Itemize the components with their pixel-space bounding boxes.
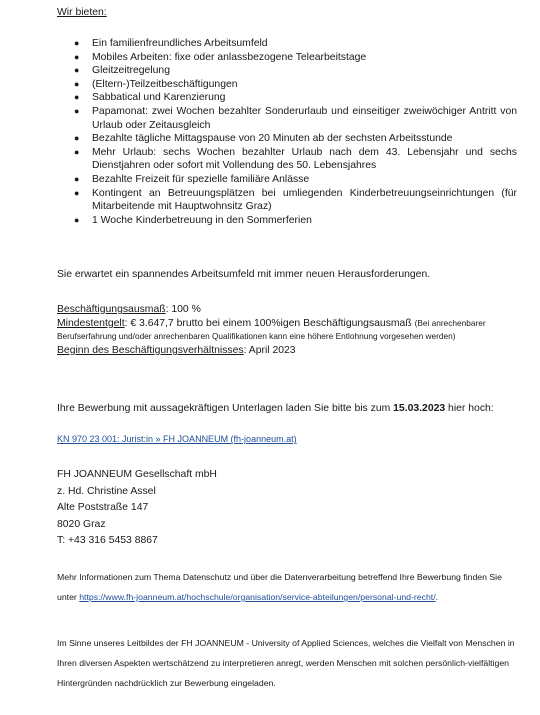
salary-label: Mindestentgelt — [57, 317, 125, 329]
list-item: ● Gleitzeitregelung — [74, 65, 170, 77]
bullet-icon: ● — [74, 146, 80, 157]
bullet-icon: ● — [74, 187, 80, 198]
list-item: ● Mehr Urlaub: sechs Wochen bezahlter Urlaub nach dem 43. Lebensjahr und sechs Dienstjahren oder sofort mit Vollendung des 50. Lebensjahres — [74, 146, 517, 172]
bullet-icon: ● — [74, 133, 80, 144]
address-phone: T: +43 316 5453 8867 — [57, 535, 158, 547]
application-deadline: Ihre Bewerbung mit aussagekräftigen Unterlagen laden Sie bitte bis zum 15.03.2023 hier hoch: — [57, 403, 494, 414]
extent-line — [57, 303, 517, 317]
deadline-date: 15.03.2023 — [393, 403, 446, 414]
address-attn: z. Hd. Christine Assel — [57, 485, 156, 497]
bullet-icon: ● — [74, 173, 80, 184]
bullet-icon: ● — [74, 78, 80, 89]
list-item: ● Bezahlte tägliche Mittagspause von 20 Minuten ab der sechsten Arbeitsstunde — [74, 133, 453, 145]
address-street: Alte Poststraße 147 — [57, 502, 149, 514]
salary-note: (Bei anrechenbarer Berufserfahrung und/oder anrechenbaren Qualifikationen kann eine höhere Entlohnung vorgesehen werden) — [57, 317, 486, 342]
salary-value: : € 3.647,7 brutto bei einem 100%igen Beschäftigungsausmaß — [124, 317, 415, 329]
privacy-link[interactable]: https://www.fh-joanneum.at/hochschule/organisation/service-abteilungen/personal-und-recht/ — [79, 592, 436, 602]
list-item: ● Papamonat: zwei Wochen bezahlter Sonderurlaub und einseitiger zweiwöchiger Antritt von Urlaub oder Zeitausgleich — [74, 105, 517, 131]
list-item: ● Sabbatical und Karenzierung — [74, 92, 226, 104]
extent-value: : 100 % — [165, 304, 201, 315]
address-city: 8020 Graz — [57, 518, 106, 530]
list-item: ● Kontingent an Betreuungsplätzen bei umliegenden Kinderbetreuungseinrichtungen (für Mitarbeitende mit Hauptwohnsitz Graz) — [74, 187, 517, 213]
start-line — [57, 344, 517, 358]
privacy-paragraph: Mehr Informationen zum Thema Datenschutz und über die Datenverarbeitung betreffend Ihre Bewerbung finden Sie unter https://www.fh-joanneum.at/hochschule/organisation/service-abteilungen/personal-und-recht/. — [57, 572, 502, 602]
bullet-icon: ● — [74, 105, 80, 116]
intro-text: Sie erwartet ein spannendes Arbeitsumfeld mit immer neuen Herausforderungen. — [57, 269, 431, 280]
list-item: ● (Eltern-)Teilzeitbeschäftigungen — [74, 78, 238, 90]
mission-paragraph: Im Sinne unseres Leitbildes der FH JOANNEUM - University of Applied Sciences, welches die Vielfalt von Menschen in Ihren diversen Aspekten wertschätzend zu interpretieren anregt, werden Menschen mit solchen persönlich-vielfältigen Hintergründen nachdrücklich zur Bewerbung eingeladen. — [57, 638, 515, 688]
job-posting-link[interactable]: KN 970 23 001: Jurist:in » FH JOANNEUM (fh-joanneum.at) — [57, 434, 297, 444]
bullet-icon: ● — [74, 214, 80, 225]
list-item: ● Mobiles Arbeiten: fixe oder anlassbezogene Telearbeitstage — [74, 51, 367, 63]
start-label: Beginn des Beschäftigungsverhältnisses — [57, 344, 244, 356]
offer-heading: Wir bieten: — [57, 7, 107, 18]
start-value: : April 2023 — [243, 344, 296, 356]
employment-details — [57, 303, 517, 357]
bullet-icon: ● — [74, 65, 80, 76]
address-org: FH JOANNEUM Gesellschaft mbH — [57, 469, 217, 480]
benefits-list — [57, 37, 517, 227]
list-item: ● Ein familienfreundliches Arbeitsumfeld — [74, 38, 268, 49]
address-block — [57, 467, 217, 550]
list-item: ● 1 Woche Kinderbetreuung in den Sommerferien — [74, 214, 312, 226]
list-item: ● Bezahlte Freizeit für spezielle familiäre Anlässe — [74, 173, 310, 185]
bullet-icon: ● — [74, 38, 80, 48]
extent-label: Beschäftigungsausmaß — [57, 304, 166, 315]
bullet-icon: ● — [74, 51, 80, 62]
salary-line — [57, 317, 517, 344]
bullet-icon: ● — [74, 92, 80, 103]
